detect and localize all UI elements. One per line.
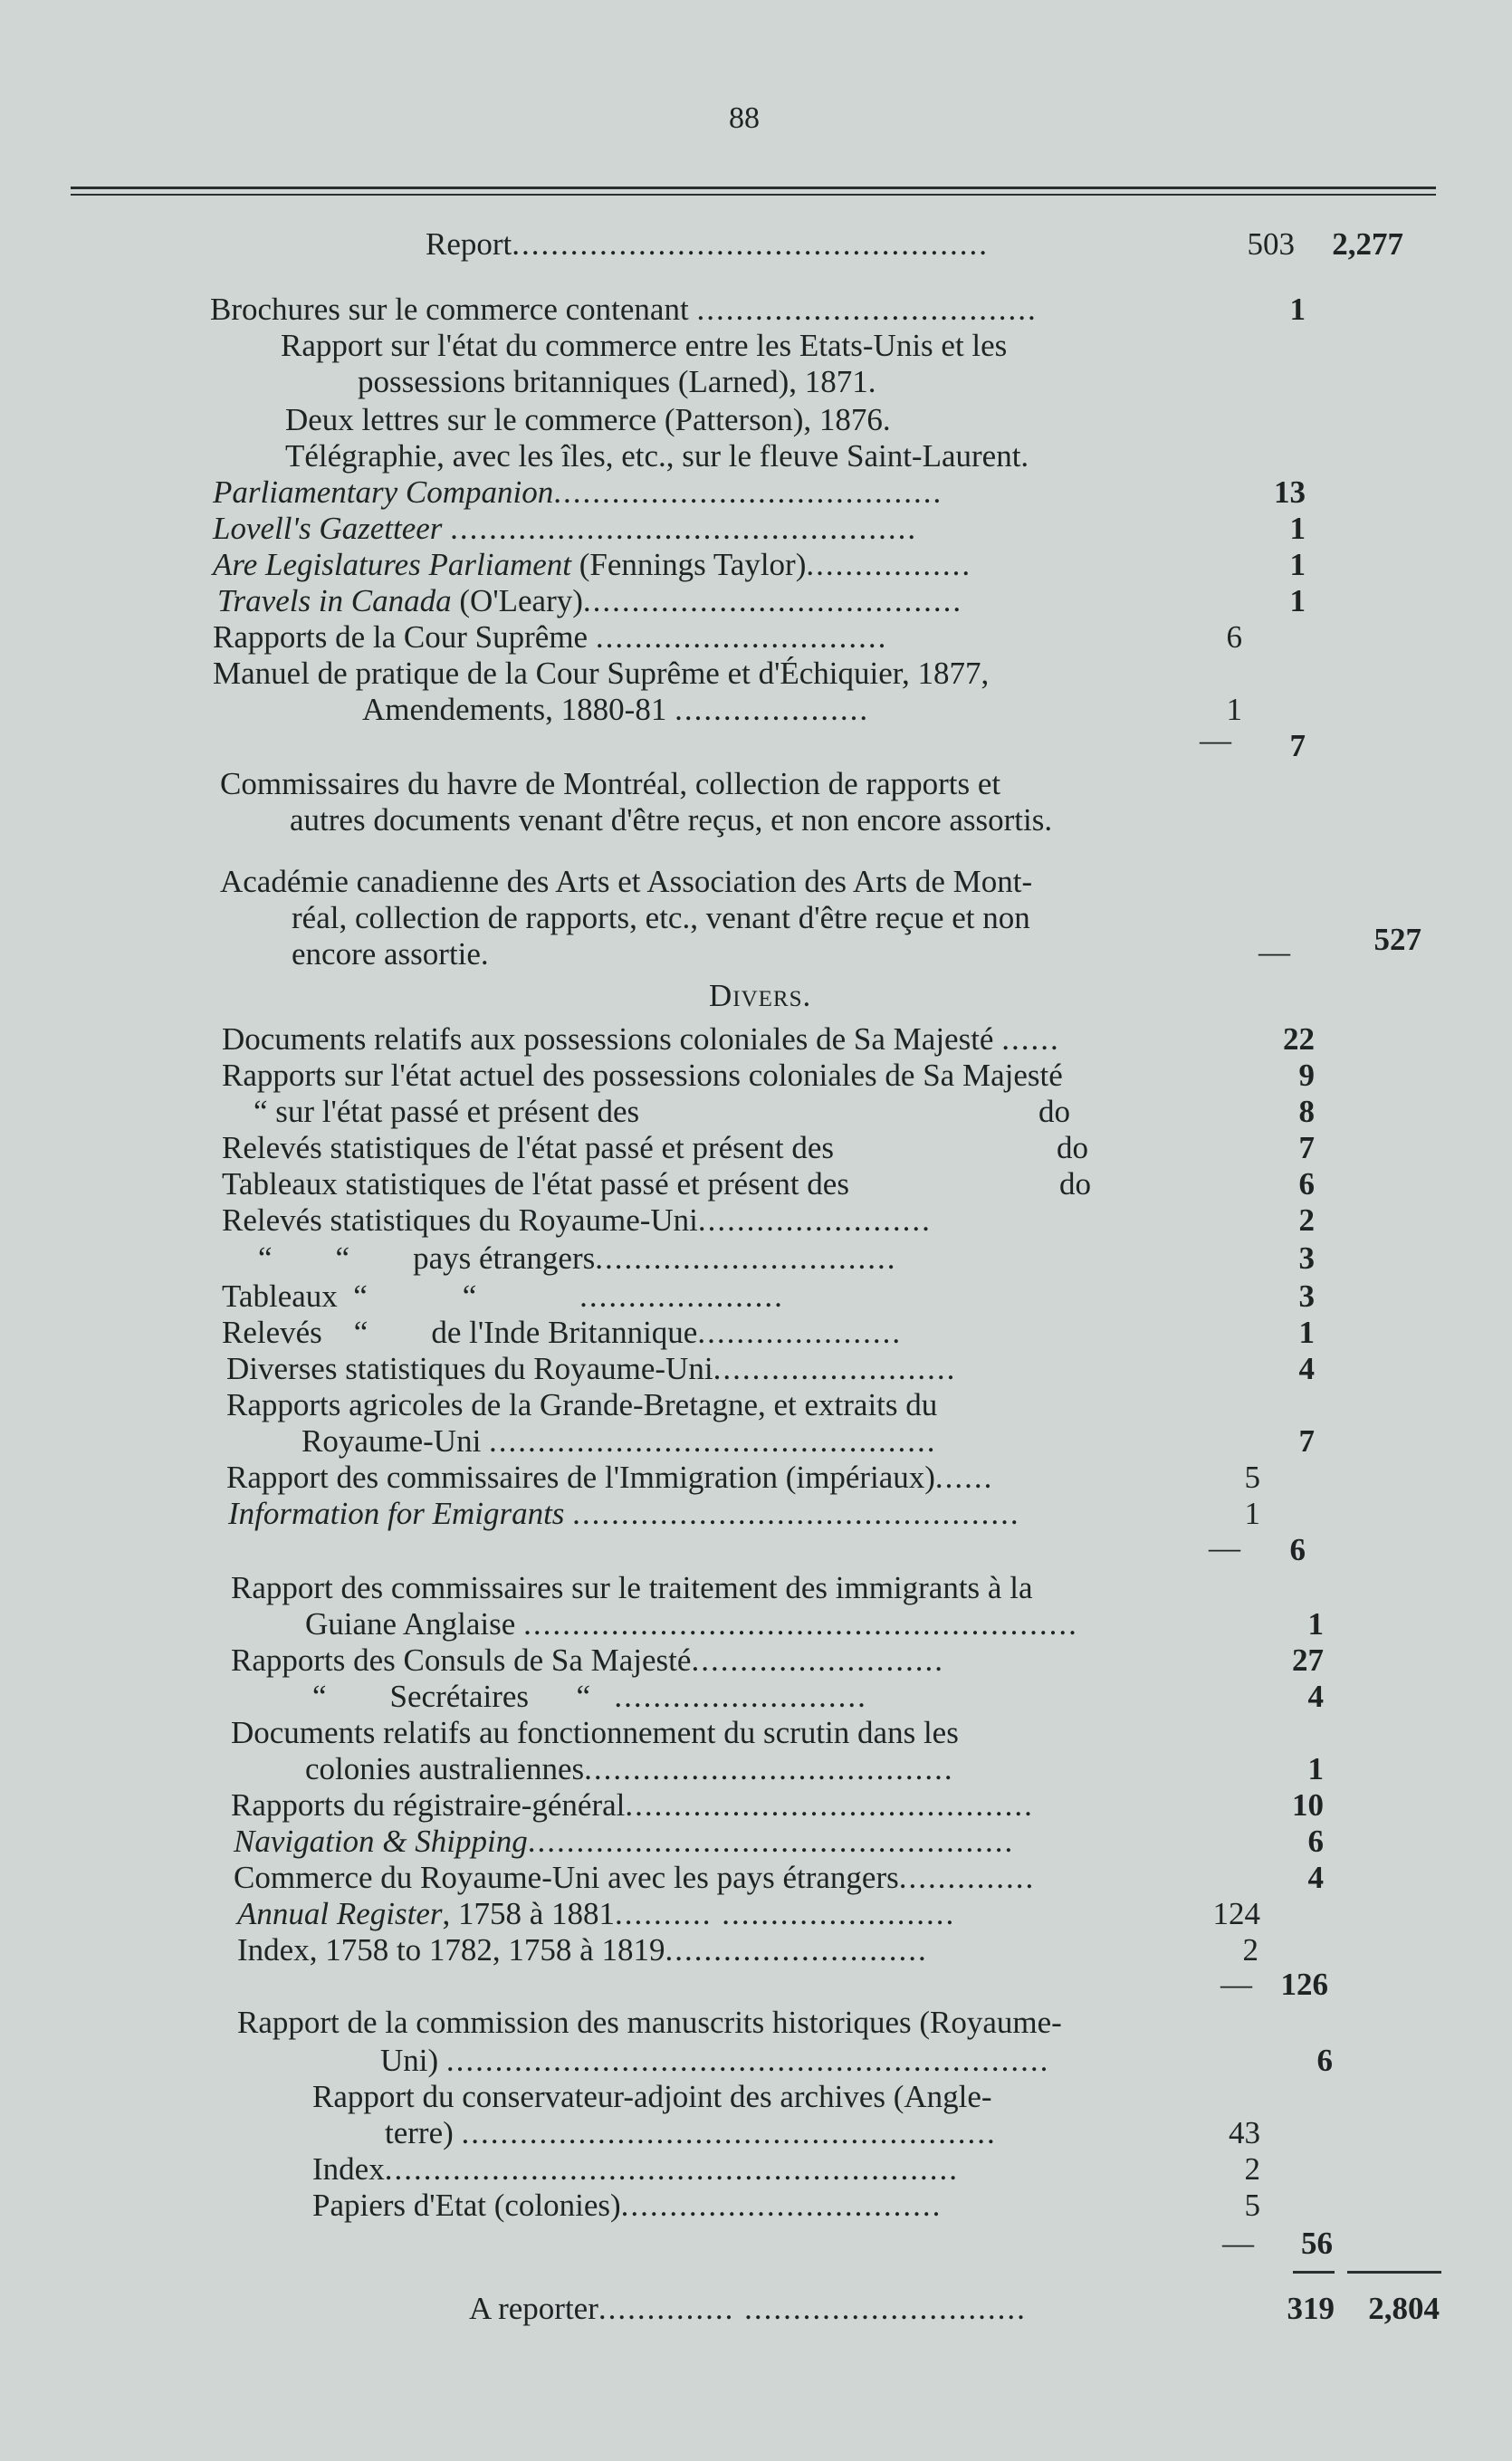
divers-value: 9	[1298, 1058, 1315, 1093]
section-heading-divers: Divers.	[709, 978, 812, 1013]
brochures-count: 1	[1289, 292, 1306, 327]
report-line: Report.................................................	[426, 226, 990, 262]
cour-rapports-line: Rapports de la Cour Suprême ..............................	[213, 619, 888, 655]
manuscrits-sub-value: 43	[1229, 2115, 1260, 2150]
divers-line: “ sur l'état passé et présent des	[254, 1094, 640, 1129]
divers-value: 4	[1307, 1860, 1324, 1895]
divers-line: Commerce du Royaume-Uni avec les pays étrangers..............	[234, 1860, 1036, 1895]
immigration-line: Rapport des commissaires de l'Immigration (impériaux)......	[226, 1460, 994, 1495]
divers-value: 10	[1292, 1787, 1324, 1823]
manuscrits-sub-line: terre) .......................................................	[385, 2115, 997, 2150]
academie-total: 527	[1373, 922, 1421, 957]
divers-line: Tableaux “ “ .....................	[222, 1278, 784, 1314]
report-label: Report	[426, 226, 512, 262]
report-col2: 2,277	[1332, 226, 1403, 262]
manuscrits-line: Rapport de la commission des manuscrits historiques (Royaume-	[237, 2005, 1062, 2040]
divers-value: 7	[1298, 1130, 1315, 1165]
entry-line: Lovell's Gazetteer ................................................	[213, 511, 918, 546]
manuel-line: Amendements, 1880-81 ....................	[362, 692, 870, 727]
immigration-subtotal: 6	[1289, 1532, 1306, 1567]
divers-line: Rapports sur l'état actuel des possessions coloniales de Sa Majesté	[222, 1058, 1063, 1093]
a-reporter-col2: 2,804	[1368, 2291, 1440, 2326]
divers-line: Navigation & Shipping..................................................	[234, 1824, 1015, 1859]
divers-value: 3	[1298, 1240, 1315, 1276]
divers-value: 8	[1298, 1094, 1315, 1129]
academie-line: encore assortie.	[292, 936, 489, 972]
brochure-item: Télégraphie, avec les îles, etc., sur le fleuve Saint-Laurent.	[285, 438, 1029, 474]
divers-line: Royaume-Uni ..............................................	[301, 1423, 937, 1459]
subtotal-dash: —	[1258, 934, 1290, 970]
divers-line: “ Secrétaires “ ..........................	[312, 1679, 867, 1714]
divers-line: Relevés statistiques de l'état passé et présent des	[222, 1130, 834, 1165]
entry-value: 1	[1289, 583, 1306, 618]
header-rule-thin	[71, 194, 1436, 196]
brochure-item: Deux lettres sur le commerce (Patterson), 1876.	[285, 402, 891, 437]
subtotal-dash: —	[1220, 1967, 1252, 2002]
divers-value: 4	[1298, 1351, 1315, 1386]
divers-value: 4	[1307, 1679, 1324, 1714]
divers-line: Rapport des commissaires sur le traitement des immigrants à la	[231, 1570, 1033, 1605]
divers-value: 3	[1298, 1278, 1315, 1314]
cour-rapports-value: 6	[1226, 619, 1242, 655]
total-rule-col1	[1293, 2271, 1335, 2274]
commissaires-line: autres documents venant d'être reçus, et non encore assortis.	[290, 802, 1053, 838]
entry-value: 1	[1289, 547, 1306, 582]
divers-line: Guiane Anglaise .........................................................	[305, 1606, 1078, 1642]
entry-line: Travels in Canada (O'Leary).......................................	[217, 583, 963, 618]
divers-line: Documents relatifs au fonctionnement du scrutin dans les	[231, 1715, 959, 1750]
subtotal-dash: —	[1200, 723, 1231, 758]
divers-value: 1	[1307, 1751, 1324, 1786]
a-reporter-line: A reporter.............. .............................	[469, 2291, 1027, 2326]
entry-line: Are Legislatures Parliament (Fennings Taylor).................	[213, 547, 972, 582]
divers-line: Rapports agricoles de la Grande-Bretagne, et extraits du	[226, 1387, 938, 1422]
total-rule-col2	[1347, 2271, 1441, 2274]
header-rule	[71, 187, 1436, 189]
divers-line: Rapports du régistraire-général..........................................	[231, 1787, 1034, 1823]
subtotal-dash: —	[1209, 1530, 1240, 1566]
annual-line: Index, 1758 to 1782, 1758 à 1819...........................	[237, 1932, 928, 1968]
annual-value: 124	[1212, 1896, 1260, 1931]
divers-line: colonies australiennes......................................	[305, 1751, 954, 1786]
academie-line: réal, collection de rapports, etc., venant d'être reçue et non	[292, 900, 1030, 935]
manuscrits-sub-line: Rapport du conservateur-adjoint des archives (Angle-	[312, 2079, 992, 2114]
divers-value: 2	[1298, 1202, 1315, 1238]
academie-line: Académie canadienne des Arts et Association des Arts de Mont-	[220, 864, 1033, 899]
divers-line: “ “ pays étrangers...............................	[258, 1240, 897, 1276]
divers-value: 27	[1292, 1642, 1324, 1678]
entry-value: 1	[1289, 511, 1306, 546]
manuel-line: Manuel de pratique de la Cour Suprême et d'Échiquier, 1877,	[213, 656, 990, 691]
immigration-value: 5	[1244, 1460, 1260, 1495]
immigration-line: Information for Emigrants ..............................................	[228, 1496, 1020, 1531]
page-number: 88	[729, 101, 760, 135]
manuscrits-sub-line: Papiers d'Etat (colonies).................................	[312, 2188, 943, 2223]
divers-value: 6	[1298, 1166, 1315, 1202]
entry-value: 13	[1274, 474, 1306, 510]
brochure-item: possessions britanniques (Larned), 1871.	[358, 364, 876, 399]
divers-line: Relevés “ de l'Inde Britannique.....................	[222, 1315, 903, 1350]
divers-value: 22	[1283, 1021, 1315, 1057]
immigration-value: 1	[1244, 1496, 1260, 1531]
cour-subtotal: 7	[1289, 728, 1306, 763]
manuscrits-subtotal: 56	[1301, 2226, 1333, 2261]
manuscrits-sub-line: Index...........................................................	[312, 2151, 959, 2187]
divers-do: do	[1038, 1094, 1070, 1129]
manuscrits-value: 6	[1316, 2043, 1333, 2078]
divers-do: do	[1059, 1166, 1091, 1202]
annual-line: Annual Register, 1758 à 1881.......... ........................	[237, 1896, 956, 1931]
divers-line: Rapports des Consuls de Sa Majesté..........................	[231, 1642, 944, 1678]
entry-line: Parliamentary Companion........................................	[213, 474, 943, 510]
divers-line: Documents relatifs aux possessions coloniales de Sa Majesté ......	[222, 1021, 1060, 1057]
divers-value: 7	[1298, 1423, 1315, 1459]
commissaires-line: Commissaires du havre de Montréal, collection de rapports et	[220, 766, 1001, 801]
brochures-line: Brochures sur le commerce contenant ...................................	[210, 292, 1038, 327]
brochure-item: Rapport sur l'état du commerce entre les Etats-Unis et les	[281, 328, 1008, 363]
subtotal-dash: —	[1222, 2226, 1254, 2261]
manuscrits-sub-value: 5	[1244, 2188, 1260, 2223]
manuscrits-sub-value: 2	[1244, 2151, 1260, 2187]
divers-value: 1	[1307, 1606, 1324, 1642]
divers-line: Tableaux statistiques de l'état passé et présent des	[222, 1166, 849, 1202]
divers-line: Diverses statistiques du Royaume-Uni.........................	[226, 1351, 957, 1386]
divers-do: do	[1057, 1130, 1088, 1165]
divers-value: 1	[1298, 1315, 1315, 1350]
annual-index-value: 2	[1242, 1932, 1258, 1968]
a-reporter-col1: 319	[1287, 2291, 1335, 2326]
report-col1: 503	[1247, 226, 1295, 262]
divers-value: 6	[1307, 1824, 1324, 1859]
divers-line: Relevés statistiques du Royaume-Uni........................	[222, 1202, 932, 1238]
annual-subtotal: 126	[1280, 1967, 1328, 2002]
manuel-value: 1	[1226, 692, 1242, 727]
manuscrits-line: Uni) ..............................................................	[380, 2043, 1050, 2078]
